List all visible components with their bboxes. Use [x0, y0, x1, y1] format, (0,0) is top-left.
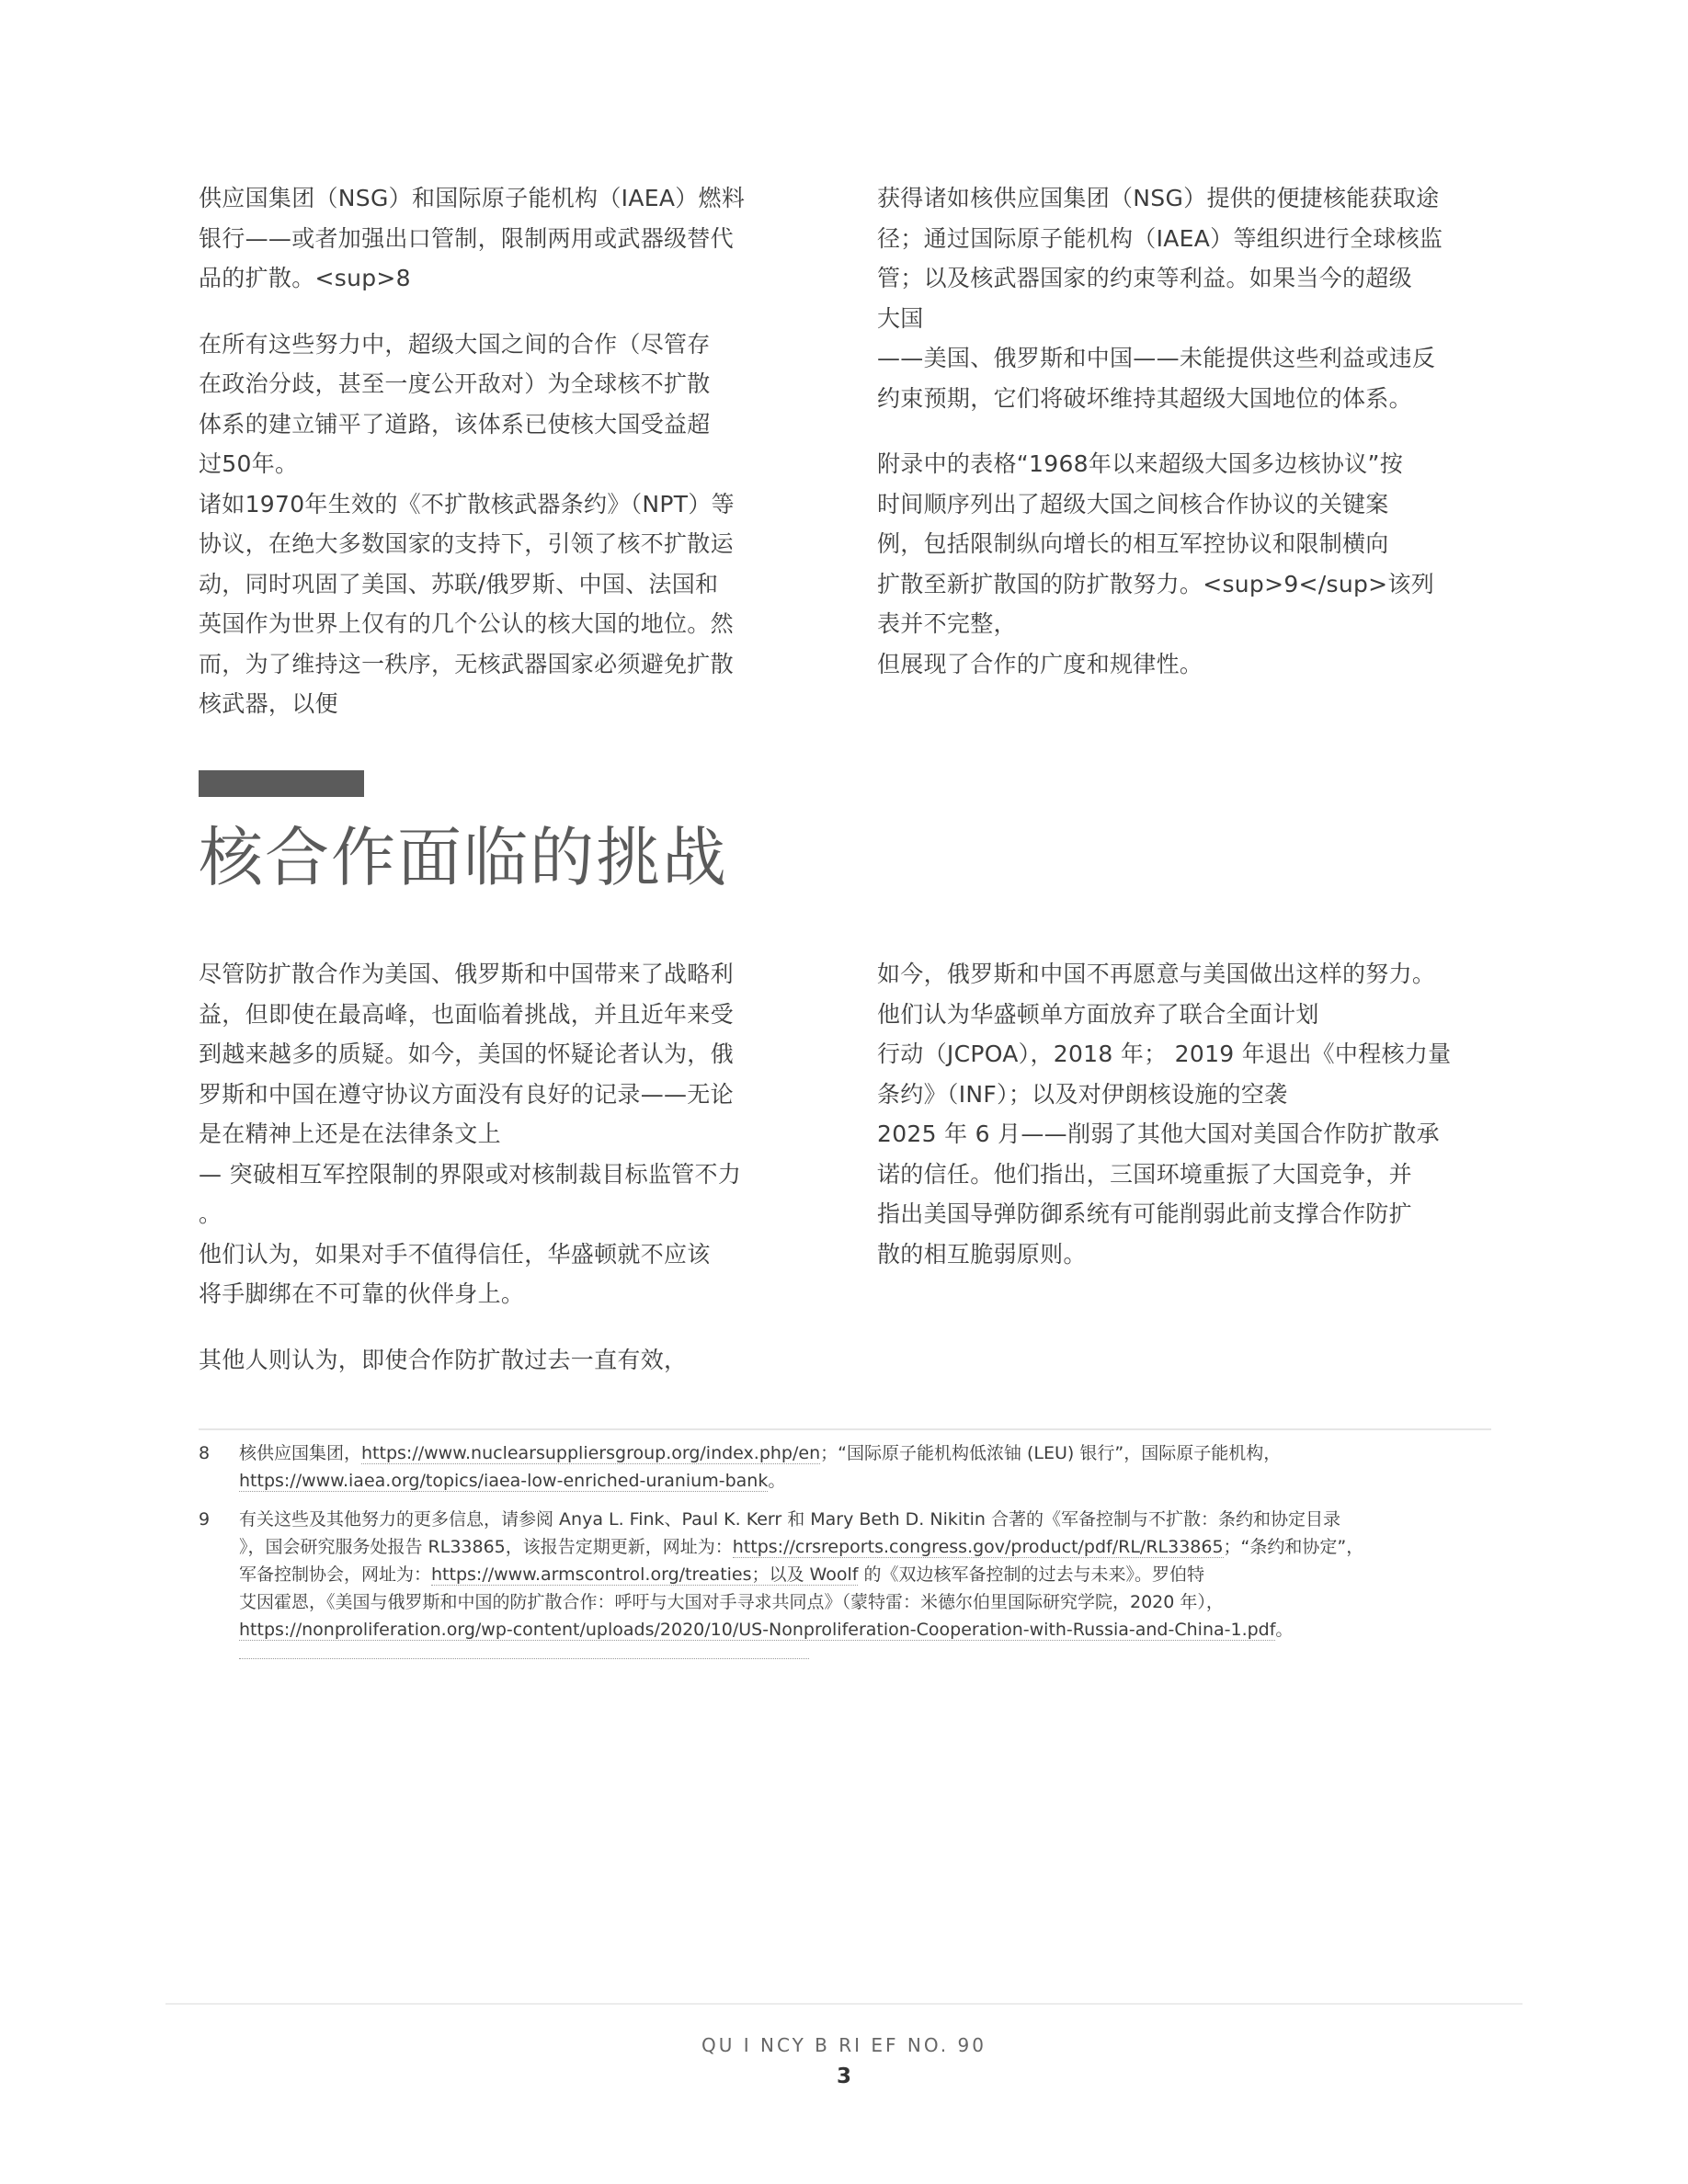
text-line: 附录中的表格“1968年以来超级大国多边核协议”按 — [877, 450, 1404, 477]
text-line: 约束预期，它们将破坏维持其超级大国地位的体系。 — [877, 384, 1412, 412]
text-line: 诸如1970年生效的《不扩散核武器条约》（NPT）等 — [199, 490, 735, 518]
footnote-link-iaea[interactable]: https://www.iaea.org/topics/iaea-low-enriched-uranium-bank — [239, 1471, 769, 1491]
text-line: 银行——或者加强出口管制，限制两用或武器级替代 — [199, 224, 734, 252]
footnote-line: 艾因霍恩，《美国与俄罗斯和中国的防扩散合作：呼吁与大国对手寻求共同点》（蒙特雷：米德尔伯里国际研究学院，2020 年）， — [239, 1592, 1224, 1612]
text-line: 大国 — [877, 304, 924, 332]
text-line: 他们认为，如果对手不值得信任，华盛顿就不应该 — [199, 1240, 711, 1268]
footnote-text: 的《双边核军备控制的过去与未来》。罗伯特 — [858, 1564, 1204, 1585]
text-line: 是在精神上还是在法律条文上 — [199, 1120, 501, 1147]
paragraph — [877, 178, 1466, 418]
text-line: 表并不完整， — [877, 610, 1017, 637]
text-line: 其他人则认为，即使合作防扩散过去一直有效， — [199, 1346, 688, 1373]
column-left-top — [199, 178, 787, 724]
section-title: 核合作面临的挑战 — [199, 820, 728, 895]
text-line: 指出美国导弹防御系统有可能削弱此前支撑合作防扩 — [877, 1200, 1412, 1227]
text-line: 如今，俄罗斯和中国不再愿意与美国做出这样的努力。 — [877, 961, 1436, 987]
text-line: 过50年。 — [199, 450, 299, 477]
footnote-text: ；“国际原子能机构低浓铀 (LEU) 银行”，国际原子能机构， — [820, 1443, 1282, 1463]
column-right-top — [877, 178, 1466, 684]
text-line: ——美国、俄罗斯和中国——未能提供这些利益或违反 — [877, 345, 1436, 371]
footnote-text: 核供应国集团， — [239, 1443, 362, 1463]
text-line: 径；通过国际原子能机构（IAEA）等组织进行全球核监 — [877, 224, 1443, 252]
text-line: 诺的信任。他们指出，三国环境重振了大国竞争，并 — [877, 1160, 1412, 1188]
footnote-line — [239, 1467, 1495, 1495]
paragraph — [199, 324, 787, 724]
footnote-9 — [199, 1506, 1495, 1659]
footnote-text: 军备控制协会，网址为： — [239, 1564, 432, 1585]
footnote-link-cns[interactable]: https://nonproliferation.org/wp-content/uploads/2020/10/US-Nonproliferation-Cooperation-with-Russia-and-China-1.pdf — [239, 1620, 1276, 1640]
text-line: 供应国集团（NSG）和国际原子能机构（IAEA）燃料 — [199, 185, 746, 211]
text-line: 在所有这些努力中，超级大国之间的合作（尽管存 — [199, 330, 711, 358]
text-line: 管；以及核武器国家的约束等利益。如果当今的超级 — [877, 265, 1412, 291]
paragraph — [199, 1340, 787, 1381]
text-line: 核武器，以便 — [199, 690, 338, 717]
text-line: 到越来越多的质疑。如今，美国的怀疑论者认为，俄 — [199, 1041, 734, 1067]
footnote-text: 。 — [1275, 1620, 1294, 1640]
text-line: 行动（JCPOA），2018 年； 2019 年退出《中程核力量 — [877, 1041, 1452, 1067]
text-line: 时间顺序列出了超级大国之间核合作协议的关键案 — [877, 490, 1389, 518]
footnote-line — [239, 1533, 1495, 1561]
text-line: 散的相互脆弱原则。 — [877, 1240, 1087, 1268]
section-accent-bar — [199, 770, 364, 797]
text-line: 2025 年 6 月——削弱了其他大国对美国合作防扩散承 — [877, 1120, 1440, 1147]
paragraph — [199, 954, 787, 1314]
footnote-divider — [199, 1428, 1491, 1430]
paragraph — [877, 444, 1466, 684]
text-line: 而，为了维持这一秩序，无核武器国家必须避免扩散 — [199, 650, 734, 677]
footer-divider — [165, 2003, 1523, 2005]
text-line: 益，但即使在最高峰，也面临着挑战，并且近年来受 — [199, 1000, 734, 1028]
text-line: 条约》（INF）；以及对伊朗核设施的空袭 — [877, 1080, 1288, 1108]
paragraph — [199, 178, 787, 299]
dotted-leader — [239, 1658, 809, 1659]
text-line: 在政治分歧，甚至一度公开敌对）为全球核不扩散 — [199, 370, 711, 397]
footnote-link-armscontrol[interactable]: https://www.armscontrol.org/treaties；以及 Woolf — [431, 1564, 859, 1585]
footnote-text: ；“条约和协定”， — [1223, 1537, 1364, 1557]
text-line: 扩散至新扩散国的防扩散努力。<sup>9</sup>该列 — [877, 570, 1434, 597]
text-line: 英国作为世界上仅有的几个公认的核大国的地位。然 — [199, 610, 734, 637]
footnote-line — [239, 1561, 1495, 1588]
text-line: 他们认为华盛顿单方面放弃了联合全面计划 — [877, 1000, 1319, 1028]
footnote-text: 。 — [768, 1471, 786, 1491]
text-line: 品的扩散。<sup>8 — [199, 265, 411, 291]
footnote-link-nsg[interactable]: https://www.nuclearsuppliersgroup.org/index.php/en — [361, 1443, 821, 1463]
text-line: 但展现了合作的广度和规律性。 — [877, 650, 1203, 677]
footnote-number: 9 — [199, 1509, 211, 1530]
text-line: 获得诸如核供应国集团（NSG）提供的便捷核能获取途 — [877, 185, 1440, 211]
footnote-line — [239, 1616, 1495, 1644]
footnote-number: 8 — [199, 1443, 211, 1463]
text-line: 体系的建立铺平了道路，该体系已使核大国受益超 — [199, 410, 711, 438]
footnote-text: 》，国会研究服务处报告 RL33865，该报告定期更新，网址为： — [239, 1537, 733, 1557]
footnote-line — [239, 1439, 1495, 1467]
footnote-link-crs[interactable]: https://crsreports.congress.gov/product/pdf/RL/RL33865 — [732, 1537, 1224, 1557]
text-line: 例，包括限制纵向增长的相互军控协议和限制横向 — [877, 530, 1389, 557]
column-left-bottom — [199, 954, 787, 1380]
text-line: 罗斯和中国在遵守协议方面没有良好的记录——无论 — [199, 1080, 734, 1108]
text-line: 将手脚绑在不可靠的伙伴身上。 — [199, 1280, 525, 1307]
footnote-line: 有关这些及其他努力的更多信息，请参阅 Anya L. Fink、Paul K. Kerr 和 Mary Beth D. Nikitin 合著的《军备控制与不扩散：条约和协定目录 — [239, 1509, 1340, 1530]
footer-brand: QU I NCY B RI EF NO. 90 — [701, 2034, 987, 2056]
paragraph — [877, 954, 1466, 1274]
text-line: — 突破相互军控限制的界限或对核制裁目标监管不力 — [199, 1160, 742, 1188]
text-line: 。 — [199, 1200, 222, 1227]
text-line: 动，同时巩固了美国、苏联/俄罗斯、中国、法国和 — [199, 570, 719, 597]
text-line: 尽管防扩散合作为美国、俄罗斯和中国带来了战略利 — [199, 961, 734, 987]
column-right-bottom — [877, 954, 1466, 1274]
footnotes — [199, 1439, 1495, 1670]
text-line: 协议，在绝大多数国家的支持下，引领了核不扩散运 — [199, 530, 734, 557]
footnote-8 — [199, 1439, 1495, 1495]
page-number: 3 — [836, 2065, 851, 2088]
